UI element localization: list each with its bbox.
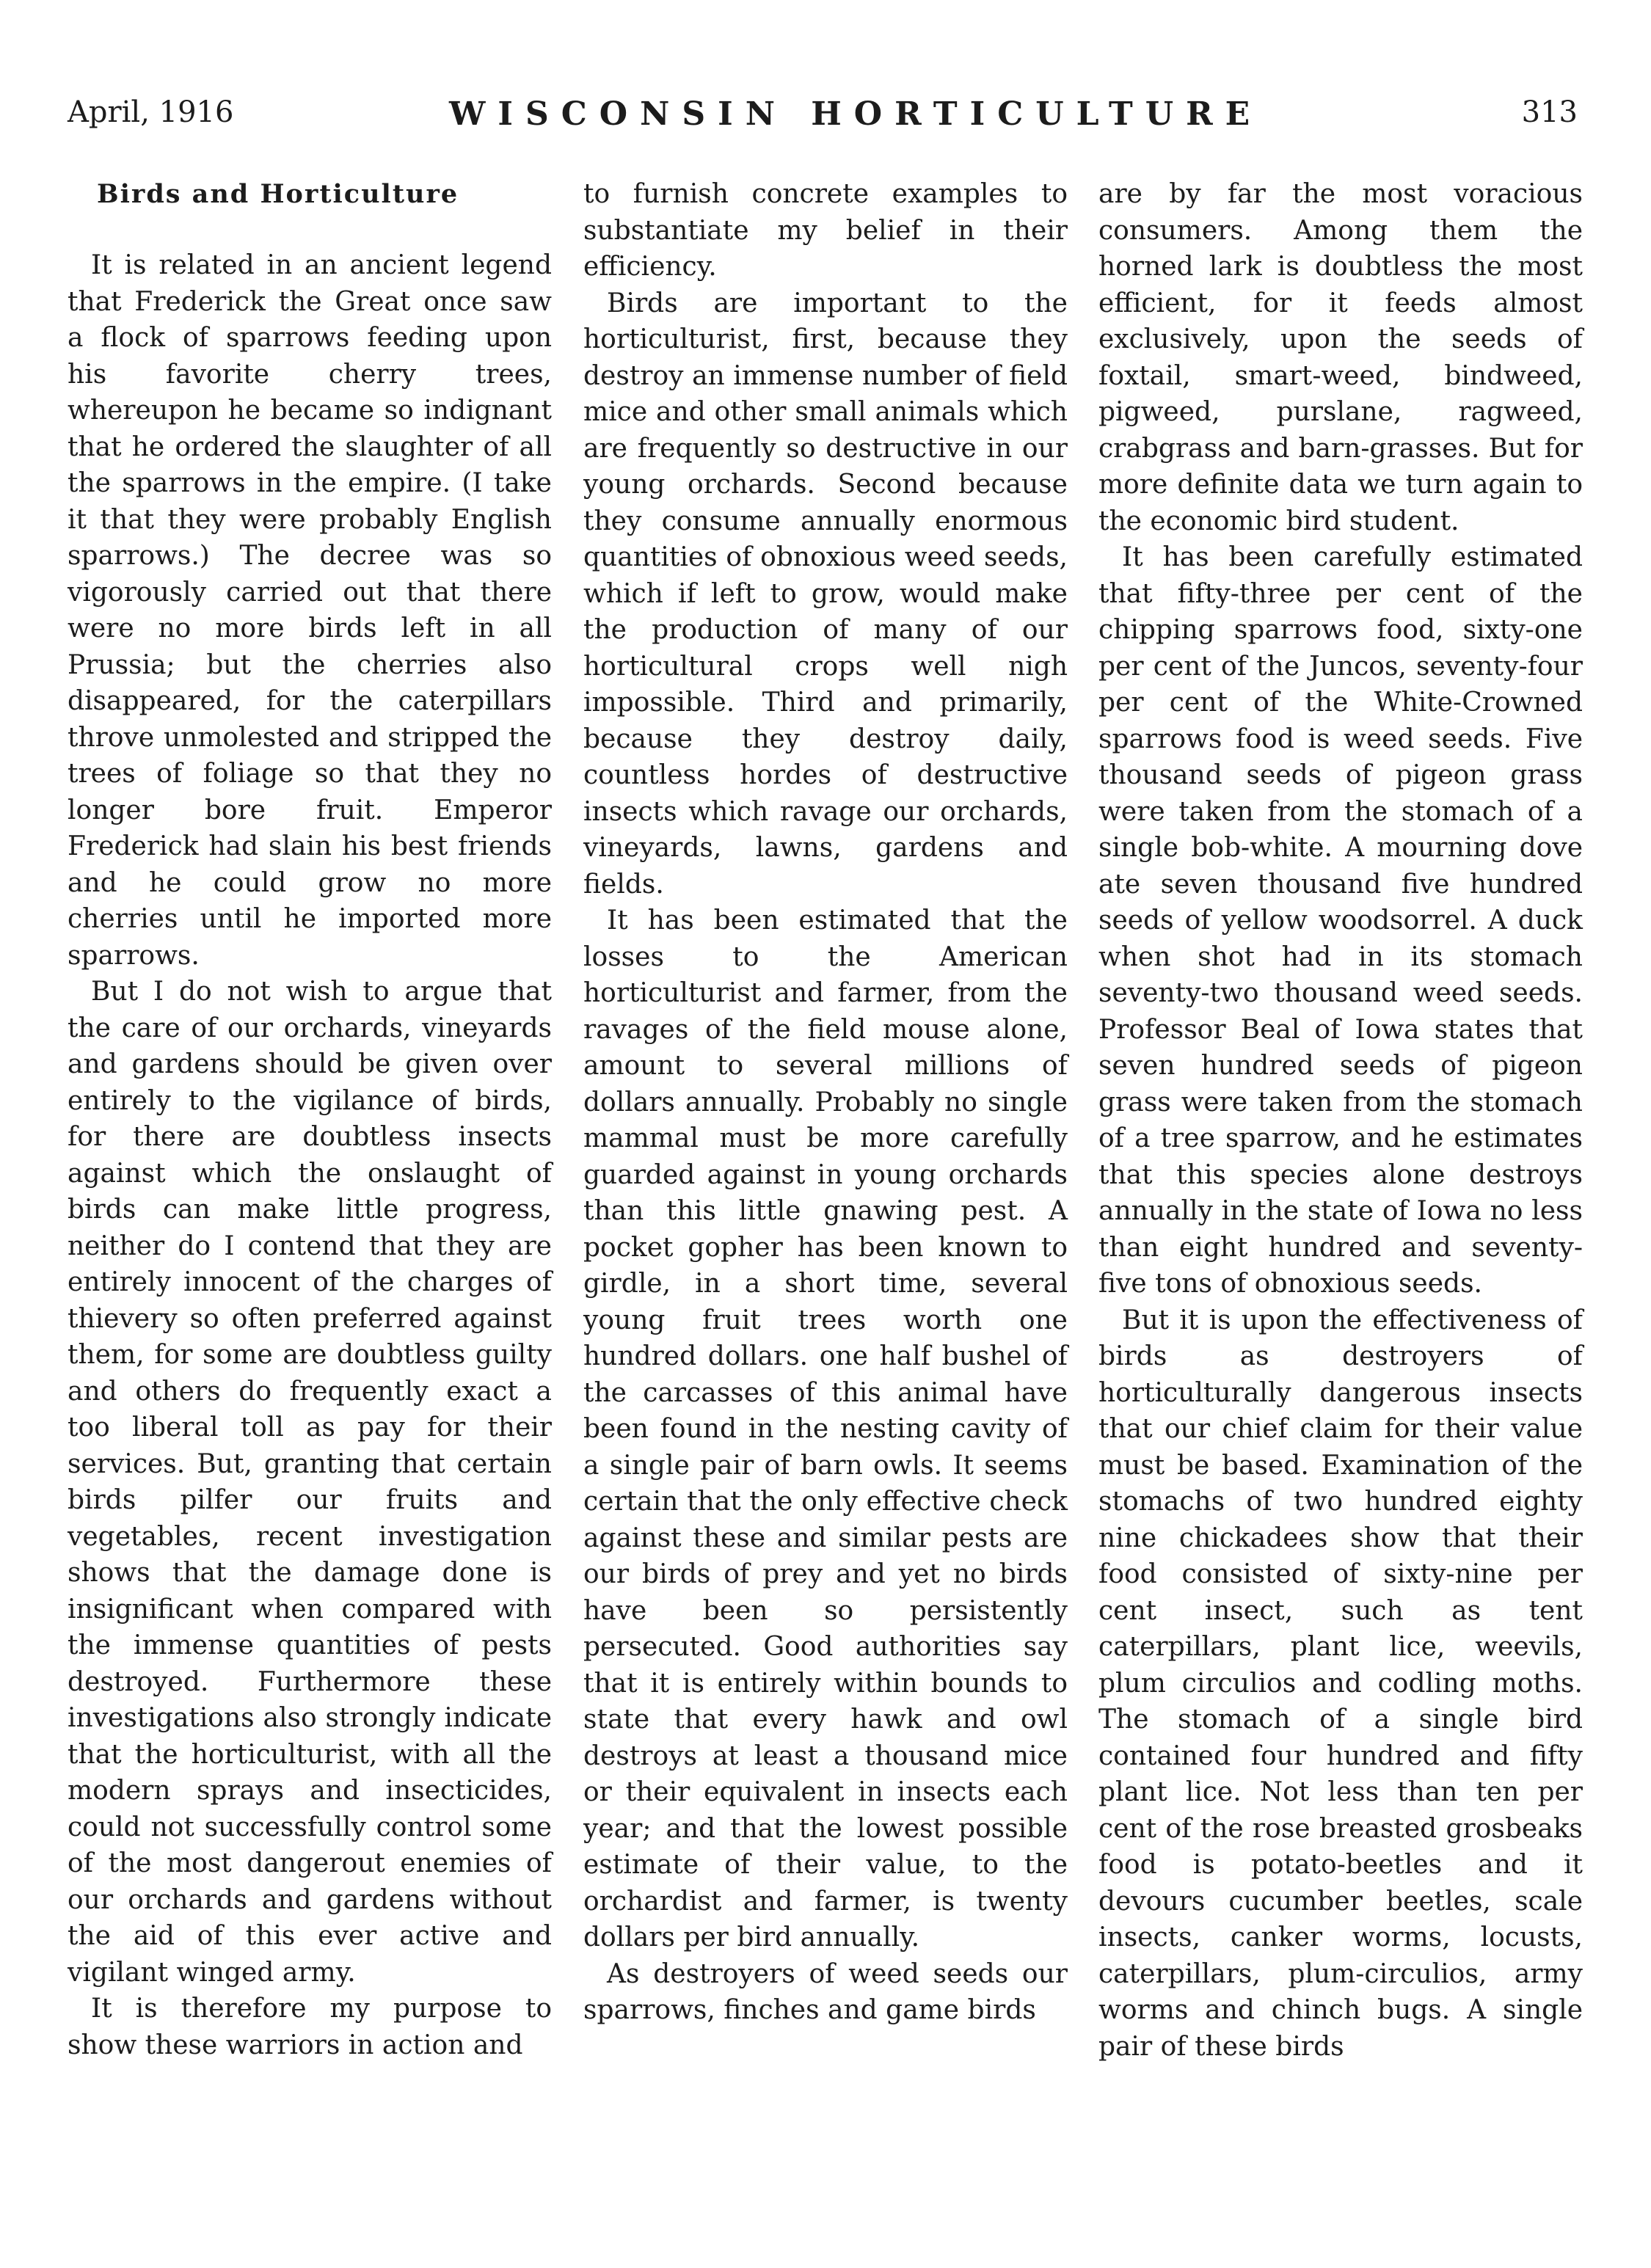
- paragraph: But I do not wish to argue that the care of our orchards, vineyards and gardens should be given over entirely to the vigilance of birds, for there are doubtless insects against which the onslaught of birds can make little progress, neither do I contend that they are entirely innocent of the charges of thievery so often preferred against them, for some are doubtless guilty and others do frequently exact a too liberal toll as pay for their services. But, granting that certain birds pilfer our fruits and vegetables, recent investigation shows that the damage done is insignificant when compared with the immense quantities of pests destroyed. Furthermore these investigations also strongly indicate that the horticulturist, with all the modern sprays and insecticides, could not successfully control some of the most dangerout enemies of our orchards and gardens without the aid of this ever active and vigilant winged army.: [68, 977, 552, 1988]
- running-head: [68, 95, 1578, 139]
- paragraph: to furnish concrete examples to substantiate my belief in their efficiency.: [583, 179, 1068, 282]
- paragraph: It has been estimated that the losses to the American horticulturist and farmer, from the ravages of the field mouse alone, amount to several millions of dollars annually. Probably no single mammal must be more carefully guarded against in young orchards than this little gnawing pest. A pocket gopher has been known to girdle, in a short time, several young fruit trees worth one hundred dollars. one half bushel of the carcasses of this animal have been found in the nesting cavity of a single pair of barn owls. It seems certain that the only effective check against these and similar pests are our birds of prey and yet no birds have been so persistently persecuted. Good authorities say that it is entirely within bounds to state that every hawk and owl destroys at least a thousand mice or their equivalent in insects each year; and that the lowest possible estimate of their value, to the orchardist and farmer, is twenty dollars per bird annually.: [583, 905, 1068, 1952]
- paragraph: Birds are important to the horticulturist, first, because they destroy an immense number of field mice and other small animals which are frequently so destructive in our young orchards. Second because they consume annually enormous quantities of obnoxious weed seeds, which if left to grow, would make the production of many of our horticultural crops well nigh impossible. Third and primarily, because they destroy daily, countless hordes of destructive insects which ravage our orchards, vineyards, lawns, gardens and fields.: [583, 288, 1068, 900]
- paragraph: As destroyers of weed seeds our sparrows, finches and game birds: [583, 1958, 1068, 2025]
- paragraph: But it is upon the effectiveness of birds as destroyers of horticulturally dangerous insects that our chief claim for their value must be based. Examination of the stomachs of two hundred eighty nine chickadees show that their food consisted of sixty-nine per cent insect, such as tent caterpillars, plant lice, weevils, plum circulios and codling moths. The stomach of a single bird contained four hundred and fifty plant lice. Not less than ten per cent of the rose breasted grosbeaks food is potato-beetles and it devours cucumber beetles, scale insects, canker worms, locusts, caterpillars, plum-circulios, army worms and chinch bugs. A single pair of these birds: [1098, 1305, 1583, 2062]
- article-title: Birds and Horticulture: [97, 179, 459, 209]
- journal-title: WISCONSIN HORTICULTURE: [449, 95, 1263, 133]
- paragraph: It is therefore my purpose to show these warriors in action and: [68, 1994, 552, 2060]
- issue-date: April, 1916: [68, 95, 234, 129]
- page-number: 313: [1521, 95, 1578, 129]
- paragraph: It has been carefully estimated that fifty-three per cent of the chipping sparrows food, sixty-one per cent of the Juncos, seventy-four per cent of the White-Crowned sparrows food is weed seeds. Five thousand seeds of pigeon grass were taken from the stomach of a single bob-white. A mourning dove ate seven thousand five hundred seeds of yellow woodsorrel. A duck when shot had in its stomach seventy-two thousand weed seeds. Professor Beal of Iowa states that seven hundred seeds of pigeon grass were taken from the stomach of a tree sparrow, and he estimates that this species alone destroys annually in the state of Iowa no less than eight hundred and seventy-five tons of obnoxious seeds.: [1098, 542, 1583, 1299]
- text-column-1: [68, 176, 552, 2063]
- text-column-2: [583, 176, 1068, 2029]
- paragraph: It is related in an ancient legend that Frederick the Great once saw a flock of sparrows feeding upon his favorite cherry trees, whereupon he became so indignant that he ordered the slaughter of all the sparrows in the empire. (I take it that they were probably English sparrows.) The decree was so vigorously carried out that there were no more birds left in all Prussia; but the cherries also disappeared, for the caterpillars throve unmolested and stripped the trees of foliage so that they no longer bore fruit. Emperor Frederick had slain his best friends and he could grow no more cherries until he imported more sparrows.: [68, 250, 552, 971]
- paragraph: are by far the most voracious consumers. Among them the horned lark is doubtless the most efficient, for it feeds almost exclusively, upon the seeds of foxtail, smart-weed, bindweed, pigweed, purslane, ragweed, crabgrass and barn-grasses. But for more definite data we turn again to the economic bird student.: [1098, 179, 1583, 536]
- text-column-3: [1098, 176, 1583, 2065]
